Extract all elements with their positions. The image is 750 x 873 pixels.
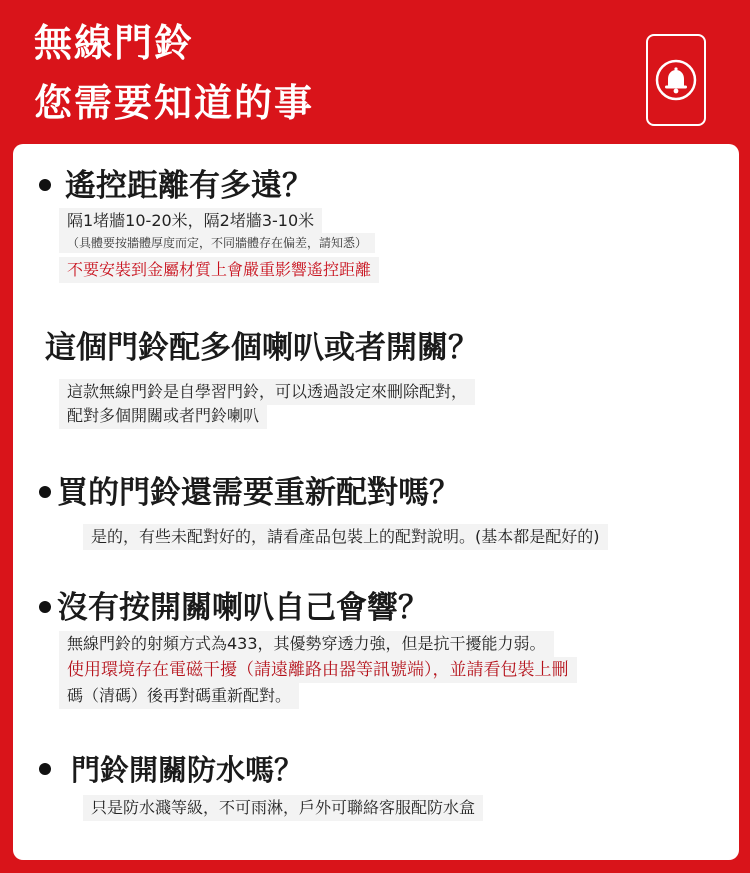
faq-question-4-text: 沒有按開關喇叭自己會響？ (57, 590, 429, 626)
faq-answer-1-warning: 不要安裝到金屬材質上會嚴重影響遙控距離 (59, 257, 379, 283)
faq-answer-4-line-2: 使用環境存在電磁干擾（請遠離路由器等訊號端），並請看包裝上刪 (59, 657, 577, 683)
faq-question-1 (39, 160, 313, 205)
faq-question-2: 這個門鈴配多個喇叭或者開關？ (45, 330, 479, 366)
bullet-icon (39, 763, 51, 775)
faq-answer-4-line-1: 無線門鈴的射頻方式為433，其優勢穿透力強，但是抗干擾能力弱。 (59, 631, 554, 657)
faq-answer-2-line-2: 配對多個開關或者門鈴喇叭 (59, 403, 267, 429)
bullet-icon (39, 486, 51, 498)
bullet-icon (39, 179, 51, 191)
faq-answer-4-line-3: 碼（清碼）後再對碼重新配對。 (59, 683, 299, 709)
faq-answer-1-line-2: （具體要按牆體厚度而定，不同牆體存在偏差，請知悉） (59, 233, 375, 253)
faq-answer-2-line-1: 這款無線門鈴是自學習門鈴，可以透過設定來刪除配對， (59, 379, 475, 405)
faq-question-3 (39, 467, 460, 512)
faq-question-5-text: 門鈴開關防水嗎？ (71, 753, 304, 787)
bell-icon (654, 58, 698, 102)
faq-question-1-text: 遙控距離有多遠？ (65, 168, 313, 204)
bell-badge (646, 34, 706, 126)
faq-question-4 (39, 582, 429, 627)
title-line-2: 您需要知道的事 (34, 81, 315, 125)
faq-question-5 (39, 748, 303, 789)
title-line-1: 無線門鈴 (34, 21, 195, 65)
faq-answer-1-line-1: 隔1堵牆10-20米，隔2堵牆3-10米 (59, 208, 322, 234)
faq-card (13, 144, 739, 860)
faq-answer-5-line-1: 只是防水濺等級，不可雨淋，戶外可聯絡客服配防水盒 (83, 795, 483, 821)
faq-answer-3-line-1: 是的，有些未配對好的，請看產品包裝上的配對說明。(基本都是配好的) (83, 524, 608, 550)
bullet-icon (39, 601, 51, 613)
faq-question-3-text: 買的門鈴還需要重新配對嗎？ (57, 475, 460, 511)
